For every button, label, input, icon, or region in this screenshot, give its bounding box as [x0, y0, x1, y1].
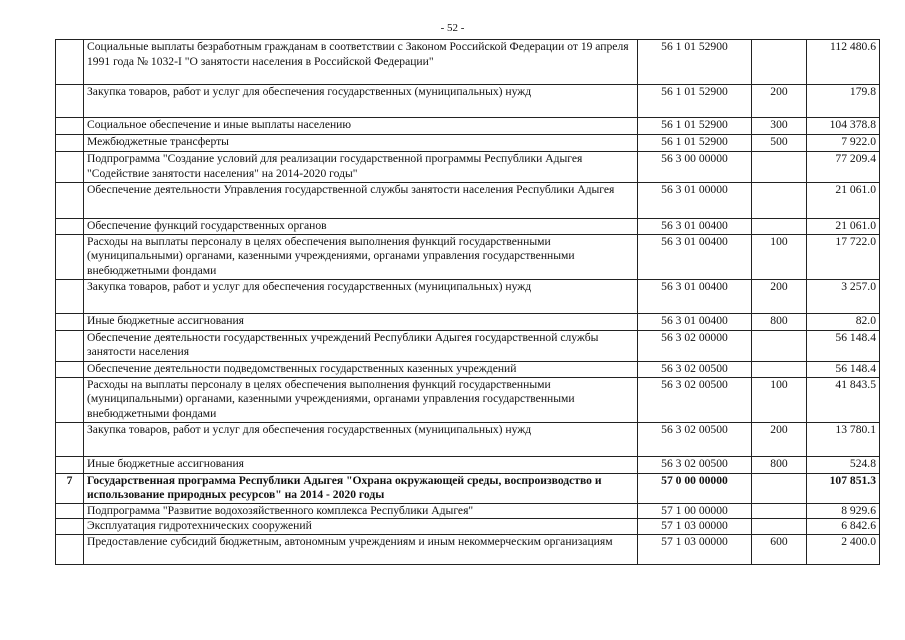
row-number-cell: [56, 135, 84, 152]
item-name-cell: Закупка товаров, работ и услуг для обеспечения государственных (муниципальных) нужд: [84, 422, 638, 456]
expense-type-cell: 100: [752, 234, 807, 279]
row-number-cell: 7: [56, 473, 84, 503]
expense-type-cell: 600: [752, 534, 807, 564]
expense-type-cell: [752, 152, 807, 183]
table-row: [56, 219, 880, 235]
row-number-cell: [56, 152, 84, 183]
item-name-cell: Предоставление субсидий бюджетным, автономным учреждениям и иным некоммерческим организациям: [84, 534, 638, 564]
row-number-cell: [56, 40, 84, 85]
target-code-cell: 56 3 01 00400: [638, 234, 752, 279]
target-code-cell: 56 1 01 52900: [638, 118, 752, 135]
target-code-cell: 56 3 01 00000: [638, 183, 752, 219]
row-number-cell: [56, 422, 84, 456]
budget-table: [55, 39, 880, 565]
table-row: [56, 152, 880, 183]
amount-cell: 13 780.1: [807, 422, 880, 456]
item-name-cell: Социальные выплаты безработным гражданам в соответствии с Законом Российской Федерации от 19 апреля 1991 года № 1032-I "О занятости населения в Российской Федерации": [84, 40, 638, 85]
amount-cell: 56 148.4: [807, 361, 880, 377]
expense-type-cell: [752, 503, 807, 519]
table-row: [56, 377, 880, 422]
table-row: [56, 422, 880, 456]
expense-type-cell: [752, 330, 807, 361]
expense-type-cell: [752, 219, 807, 235]
target-code-cell: 56 1 01 52900: [638, 135, 752, 152]
expense-type-cell: [752, 183, 807, 219]
amount-cell: 107 851.3: [807, 473, 880, 503]
target-code-cell: 57 1 00 00000: [638, 503, 752, 519]
item-name-cell: Расходы на выплаты персоналу в целях обеспечения выполнения функций государственными (муниципальными) органами, казенными учреждениями, органами управления государственными внебюджетными фондами: [84, 377, 638, 422]
item-name-cell: Закупка товаров, работ и услуг для обеспечения государственных (муниципальных) нужд: [84, 279, 638, 313]
table-row: [56, 85, 880, 118]
table-row: [56, 534, 880, 564]
target-code-cell: 56 3 02 00500: [638, 361, 752, 377]
expense-type-cell: [752, 473, 807, 503]
table-row: [56, 330, 880, 361]
table-row: [56, 519, 880, 535]
item-name-cell: Обеспечение функций государственных органов: [84, 219, 638, 235]
target-code-cell: 56 3 02 00000: [638, 330, 752, 361]
item-name-cell: Закупка товаров, работ и услуг для обеспечения государственных (муниципальных) нужд: [84, 85, 638, 118]
expense-type-cell: 200: [752, 279, 807, 313]
item-name-cell: Иные бюджетные ассигнования: [84, 313, 638, 330]
item-name-cell: Иные бюджетные ассигнования: [84, 456, 638, 473]
row-number-cell: [56, 234, 84, 279]
amount-cell: 2 400.0: [807, 534, 880, 564]
table-row: [56, 473, 880, 503]
target-code-cell: 56 3 01 00400: [638, 313, 752, 330]
item-name-cell: Обеспечение деятельности подведомственных государственных казенных учреждений: [84, 361, 638, 377]
amount-cell: 6 842.6: [807, 519, 880, 535]
row-number-cell: [56, 330, 84, 361]
amount-cell: 7 922.0: [807, 135, 880, 152]
amount-cell: 21 061.0: [807, 219, 880, 235]
amount-cell: 104 378.8: [807, 118, 880, 135]
row-number-cell: [56, 219, 84, 235]
expense-type-cell: 100: [752, 377, 807, 422]
amount-cell: 524.8: [807, 456, 880, 473]
item-name-cell: Обеспечение деятельности государственных учреждений Республики Адыгея государственной службы занятости населения: [84, 330, 638, 361]
table-row: [56, 503, 880, 519]
page-number: - 52 -: [440, 22, 465, 34]
expense-type-cell: 800: [752, 313, 807, 330]
item-name-cell: Эксплуатация гидротехнических сооружений: [84, 519, 638, 535]
target-code-cell: 56 1 01 52900: [638, 85, 752, 118]
amount-cell: 82.0: [807, 313, 880, 330]
target-code-cell: 56 3 02 00500: [638, 422, 752, 456]
amount-cell: 179.8: [807, 85, 880, 118]
item-name-cell: Межбюджетные трансферты: [84, 135, 638, 152]
row-number-cell: [56, 279, 84, 313]
amount-cell: 112 480.6: [807, 40, 880, 85]
row-number-cell: [56, 519, 84, 535]
expense-type-cell: 300: [752, 118, 807, 135]
table-row: [56, 456, 880, 473]
table-row: [56, 313, 880, 330]
row-number-cell: [56, 183, 84, 219]
expense-type-cell: [752, 361, 807, 377]
target-code-cell: 56 3 01 00400: [638, 279, 752, 313]
table-row: [56, 361, 880, 377]
expense-type-cell: 200: [752, 422, 807, 456]
row-number-cell: [56, 377, 84, 422]
table-row: [56, 40, 880, 85]
target-code-cell: 57 1 03 00000: [638, 534, 752, 564]
row-number-cell: [56, 361, 84, 377]
amount-cell: 3 257.0: [807, 279, 880, 313]
row-number-cell: [56, 534, 84, 564]
expense-type-cell: 200: [752, 85, 807, 118]
amount-cell: 8 929.6: [807, 503, 880, 519]
amount-cell: 17 722.0: [807, 234, 880, 279]
row-number-cell: [56, 503, 84, 519]
item-name-cell: Государственная программа Республики Адыгея "Охрана окружающей среды, воспроизводство и использование природных ресурсов" на 2014 - 2020 годы: [84, 473, 638, 503]
item-name-cell: Социальное обеспечение и иные выплаты населению: [84, 118, 638, 135]
amount-cell: 77 209.4: [807, 152, 880, 183]
item-name-cell: Расходы на выплаты персоналу в целях обеспечения выполнения функций государственными (муниципальными) органами, казенными учреждениями, органами управления государственными внебюджетными фондами: [84, 234, 638, 279]
amount-cell: 41 843.5: [807, 377, 880, 422]
row-number-cell: [56, 313, 84, 330]
expense-type-cell: 500: [752, 135, 807, 152]
expense-type-cell: 800: [752, 456, 807, 473]
table-row: [56, 183, 880, 219]
row-number-cell: [56, 118, 84, 135]
expense-type-cell: [752, 519, 807, 535]
target-code-cell: 56 3 01 00400: [638, 219, 752, 235]
target-code-cell: 56 3 02 00500: [638, 377, 752, 422]
table-row: [56, 118, 880, 135]
table-row: [56, 135, 880, 152]
budget-table-body: [56, 40, 880, 565]
item-name-cell: Обеспечение деятельности Управления государственной службы занятости населения Республики Адыгея: [84, 183, 638, 219]
amount-cell: 56 148.4: [807, 330, 880, 361]
target-code-cell: 57 1 03 00000: [638, 519, 752, 535]
row-number-cell: [56, 456, 84, 473]
item-name-cell: Подпрограмма "Развитие водохозяйственного комплекса Республики Адыгея": [84, 503, 638, 519]
expense-type-cell: [752, 40, 807, 85]
target-code-cell: 56 3 02 00500: [638, 456, 752, 473]
target-code-cell: 56 3 00 00000: [638, 152, 752, 183]
amount-cell: 21 061.0: [807, 183, 880, 219]
row-number-cell: [56, 85, 84, 118]
target-code-cell: 56 1 01 52900: [638, 40, 752, 85]
target-code-cell: 57 0 00 00000: [638, 473, 752, 503]
table-row: [56, 279, 880, 313]
table-row: [56, 234, 880, 279]
item-name-cell: Подпрограмма "Создание условий для реализации государственной программы Республики Адыгея "Содействие занятости населения" на 2014-2020 годы": [84, 152, 638, 183]
